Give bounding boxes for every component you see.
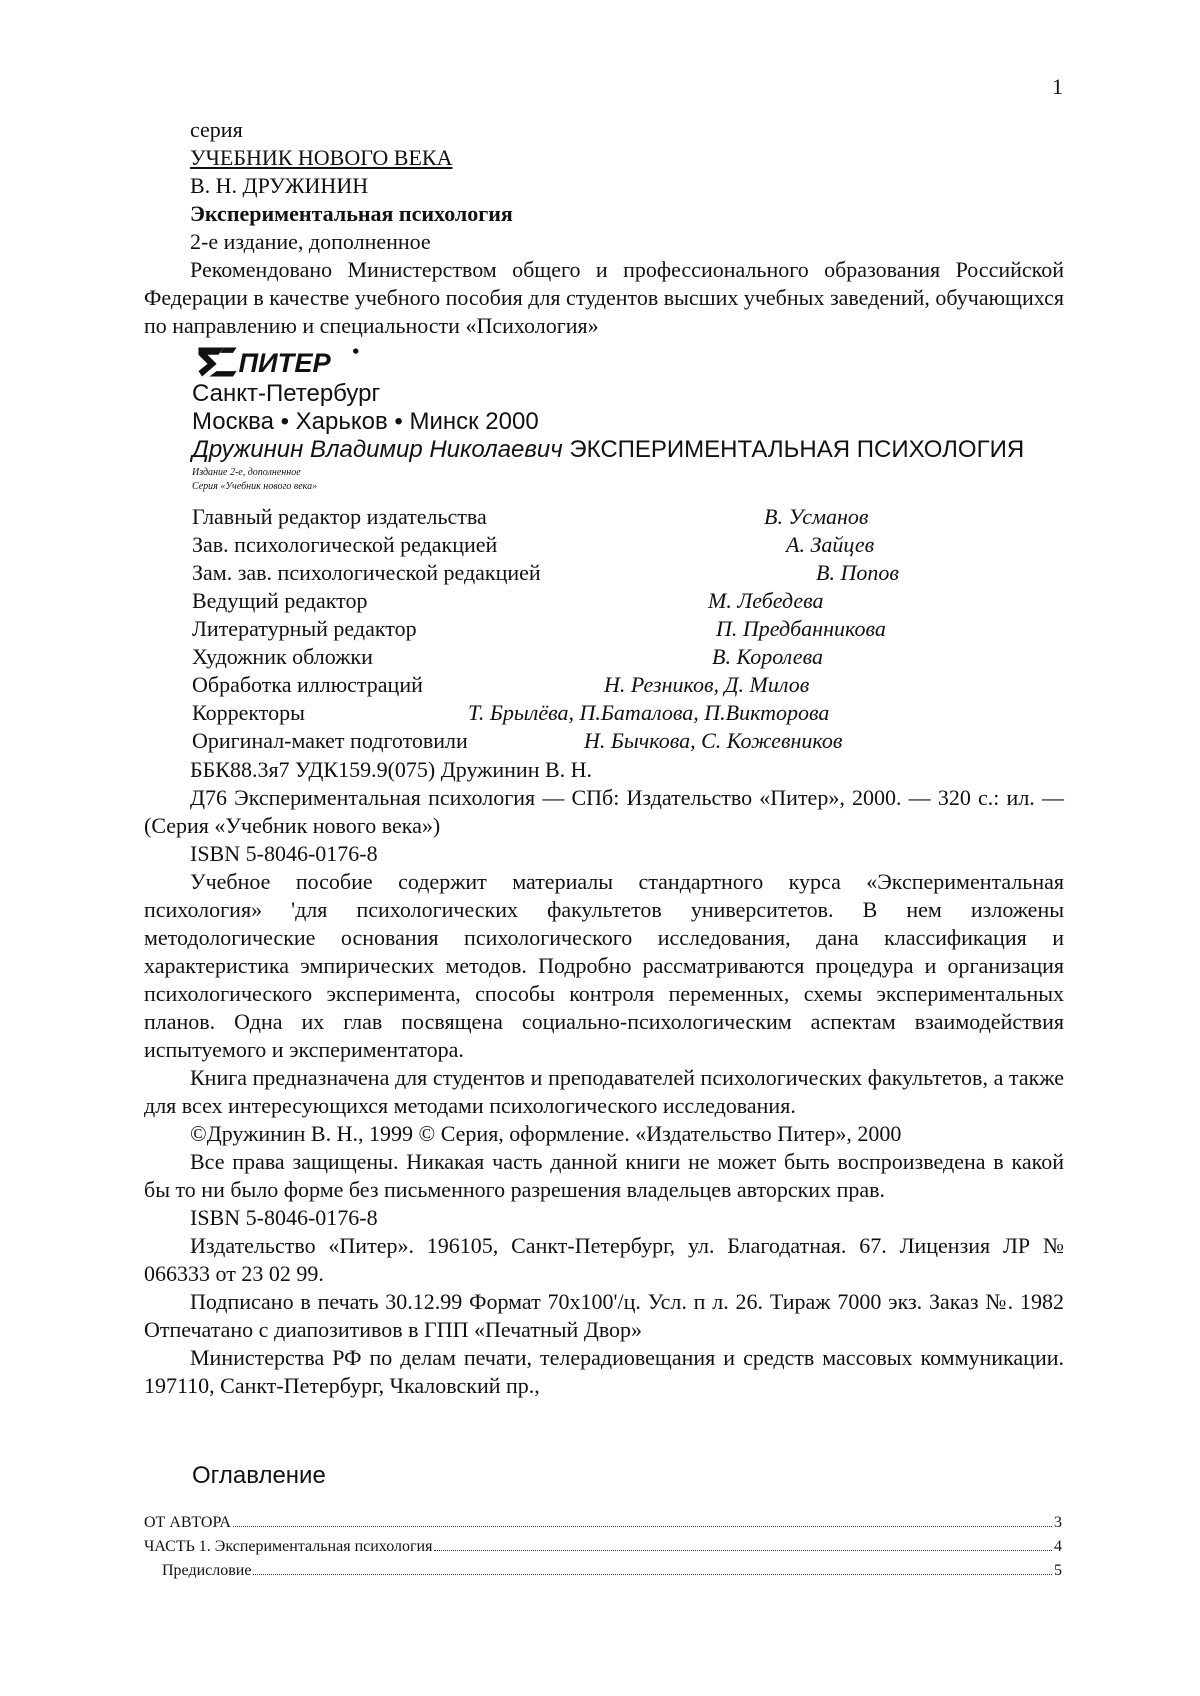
isbn-2: ISBN 5-8046-0176-8 bbox=[190, 1205, 378, 1230]
edition-small: Издание 2-е, дополненное bbox=[192, 467, 301, 478]
toc-leader bbox=[434, 1550, 1052, 1551]
credit-row: Оригинал-макет подготовили Н. Бычкова, С. Кожевников bbox=[192, 728, 843, 753]
credit-row: Главный редактор издательства В. Усманов bbox=[192, 504, 869, 529]
d76-line: Д76 Экспериментальная психология — СПб: Издательство «Питер», 2000. — 320 с.: ил. — (Серия «Учебник нового века») bbox=[144, 785, 1064, 838]
author-full-name: Дружинин Владимир Николаевич bbox=[192, 436, 563, 463]
credit-row: Художник обложки В. Королева bbox=[192, 644, 823, 669]
toc-leader bbox=[253, 1574, 1052, 1575]
toc-item[interactable]: Предисловие 5 bbox=[162, 1562, 1062, 1579]
rights-paragraph: Все права защищены. Никакая часть данной книги не может быть воспроизведена в какой бы то ни было форме без письменного разрешения владельцев авторских прав. bbox=[144, 1149, 1064, 1202]
bibliographic-block bbox=[144, 756, 1064, 1400]
book-title: Экспериментальная психология bbox=[190, 201, 513, 226]
author: В. Н. ДРУЖИНИН bbox=[190, 173, 369, 198]
author-title-line bbox=[192, 436, 1024, 464]
title-caps: ЭКСПЕРИМЕНТАЛЬНАЯ ПСИХОЛОГИЯ bbox=[562, 436, 1025, 463]
abstract-paragraph-2: Книга предназначена для студентов и преподавателей психологических факультетов, а также для всех интересующихся методами психологического исследования. bbox=[144, 1065, 1064, 1118]
credit-row: Зам. зав. психологической редакцией В. Попов bbox=[192, 560, 899, 585]
print-info: Подписано в печать 30.12.99 Формат 70x100'/ц. Усл. п л. 26. Тираж 7000 экз. Заказ №. 1982 Отпечатано с диапозитивов в ГПП «Печатный Двор» bbox=[144, 1289, 1064, 1342]
piter-logo bbox=[188, 342, 378, 382]
isbn-1: ISBN 5-8046-0176-8 bbox=[190, 841, 378, 866]
recommendation: Рекомендовано Министерством общего и профессионального образования Российской Федерации в качестве учебного пособия для студентов высших учебных заведений, обучающихся по направлению и специальности «Психология» bbox=[144, 257, 1064, 338]
edition: 2-е издание, дополненное bbox=[190, 229, 431, 254]
credit-row: Зав. психологической редакцией А. Зайцев bbox=[192, 532, 875, 557]
toc-leader bbox=[233, 1526, 1052, 1527]
toc-item[interactable]: ОТ АВТОРА 3 bbox=[144, 1514, 1062, 1531]
series-name: УЧЕБНИК НОВОГО ВЕКА bbox=[190, 145, 453, 170]
credits-list bbox=[192, 504, 972, 756]
series-small: Серия «Учебник нового века» bbox=[192, 481, 318, 492]
page-number: 1 bbox=[1052, 74, 1063, 99]
series-label: серия bbox=[190, 117, 243, 142]
publisher-info: Издательство «Питер». 196105, Санкт-Петербург, ул. Благодатная. 67. Лицензия ЛР № 066333 от 23 02 99. bbox=[144, 1233, 1064, 1286]
credit-row: Обработка иллюстраций Н. Резников, Д. Милов bbox=[192, 672, 810, 697]
abstract-paragraph-1: Учебное пособие содержит материалы стандартного курса «Экспериментальная психология» 'для психологических факультетов университетов. В нем изложены методологические основания психологического исследования, дана классификация и характеристика эмпирических методов. Подробно рассматриваются процедура и организация психологического эксперимента, способы контроля переменных, схемы экспериментальных планов. Одна их глав посвящена социально-психологическим аспектам взаимодействия испытуемого и экспериментатора. bbox=[144, 869, 1064, 1062]
logo-text: ПИТЕР bbox=[238, 347, 331, 378]
publisher-cities-year: Москва • Харьков • Минск 2000 bbox=[192, 408, 539, 435]
copyright-line: ©Дружинин В. Н., 1999 © Серия, оформление. «Издательство Питер», 2000 bbox=[190, 1121, 902, 1146]
credit-row: Ведущий редактор М. Лебедева bbox=[192, 588, 824, 613]
toc-heading: Оглавление bbox=[192, 1462, 326, 1489]
toc-item[interactable]: ЧАСТЬ 1. Экспериментальная психология 4 bbox=[144, 1538, 1062, 1555]
ministry-info: Министерства РФ по делам печати, телерадиовещания и средств массовых коммуникации. 197110, Санкт-Петербург, Чкаловский пр., bbox=[144, 1345, 1064, 1398]
bbk-line: ББК88.3я7 УДК159.9(075) Дружинин В. Н. bbox=[190, 757, 593, 782]
table-of-contents bbox=[144, 1514, 1062, 1586]
title-block bbox=[144, 116, 1064, 340]
publisher-city: Санкт-Петербург bbox=[192, 380, 381, 407]
credit-row: Литературный редактор П. Предбанникова bbox=[192, 616, 886, 641]
credit-row: Корректоры Т. Брылёва, П.Баталова, П.Викторова bbox=[192, 700, 830, 725]
